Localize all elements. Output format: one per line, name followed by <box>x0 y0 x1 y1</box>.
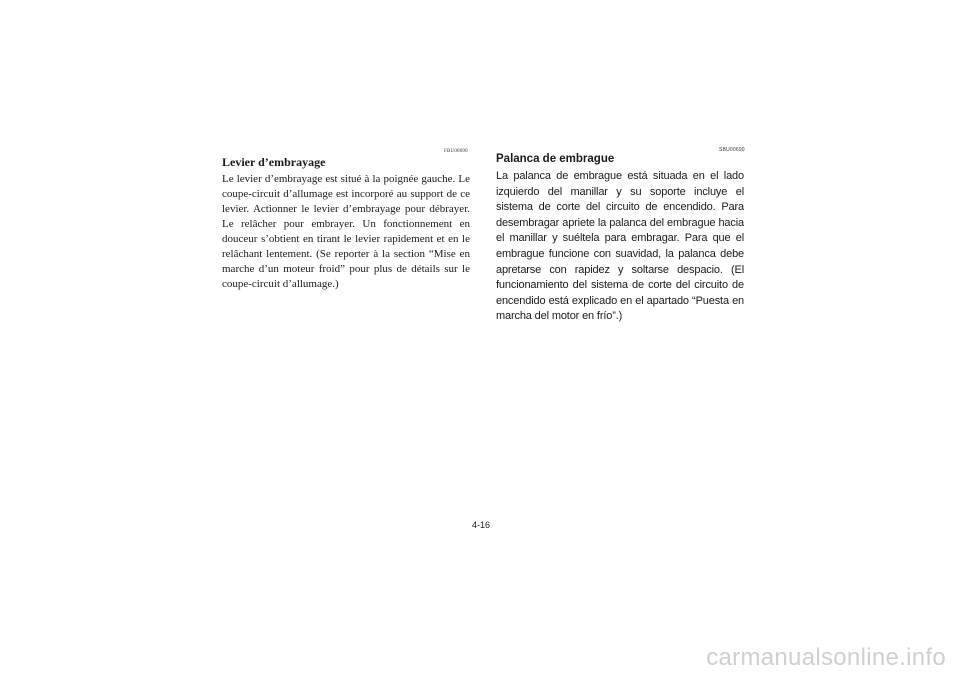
section-code-spanish: SBU00690 <box>719 147 745 153</box>
watermark: carmanualsonline.info <box>706 644 946 671</box>
body-text-spanish: La palanca de embrague está situada en el lado izquierdo del manillar y su soporte incluye el sistema de corte del circuito de encendido. Para desembragar apriete la palanca del embrague hacia el manillar y suéltela para embragar. Para que el embrague funcione con suavidad, la palanca debe apretarse con rapidez y soltarse despacio. (El funcionamiento del sistema de corte del circuito de encendido está explicado en el apartado “Puesta en marcha del motor en frío”.) <box>496 170 744 323</box>
heading-spanish: Palanca de embrague <box>496 153 615 165</box>
heading-french: Levier d’embrayage <box>222 155 326 169</box>
body-text-french: Le levier d’embrayage est situé à la poignée gauche. Le coupe-circuit d’allumage est incorporé au support de ce levier. Actionner le levier d’embrayage pour débrayer. Le relâcher pour embrayer. Un fonctionnement en douceur s’obtient en tirant le levier rapidement et en le relâchant lentement. (Se reporter à la section “Mise en marche d’un moteur froid” pour plus de détails sur le coupe-circuit d’allumage.) <box>222 173 470 290</box>
section-code-french: FBU00690 <box>444 149 468 154</box>
page-number: 4-16 <box>472 520 491 530</box>
